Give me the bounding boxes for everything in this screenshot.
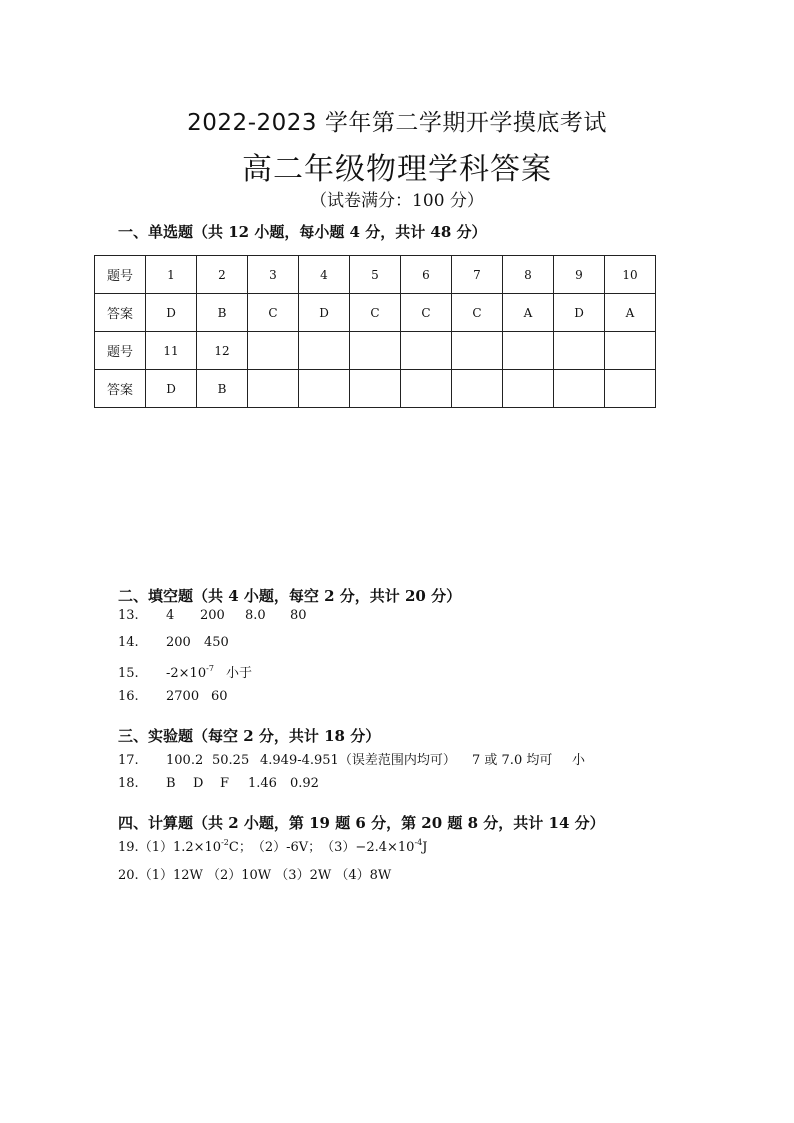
answer-line-q19 [118, 836, 427, 855]
answer-unit: C； [228, 840, 252, 855]
answer-value: 60 [211, 689, 228, 704]
table-row [95, 332, 656, 370]
question-number-cell: 3 [248, 256, 299, 294]
answer-cell: D [146, 294, 197, 332]
answer-value: （1）12W （2）10W （3）2W （4）8W [138, 868, 392, 883]
answer-cell: B [197, 370, 248, 408]
table-row [95, 294, 656, 332]
question-number: 20. [118, 868, 139, 883]
question-number: 16. [118, 689, 139, 704]
answer-value: 2700 [166, 689, 200, 704]
answer-line-q15 [118, 662, 252, 681]
answer-cell: C [401, 294, 452, 332]
question-number-cell: 2 [197, 256, 248, 294]
exam-title: 2022-2023 学年第二学期开学摸底考试 [187, 110, 607, 136]
answer-part-2: （2）-6V； [251, 840, 322, 855]
empty-cell [350, 332, 401, 370]
empty-cell [299, 370, 350, 408]
section2-heading: 二、填空题（共 4 小题，每空 2 分，共计 20 分） [118, 587, 462, 605]
question-number: 13. [118, 608, 139, 623]
score-note: （试卷满分：100 分） [310, 191, 484, 211]
answer-value: 8.0 [245, 608, 266, 623]
answer-cell: A [605, 294, 656, 332]
answer-value: F [220, 776, 230, 791]
empty-cell [401, 332, 452, 370]
empty-cell [350, 370, 401, 408]
answer-value: B [166, 776, 176, 791]
empty-cell [554, 332, 605, 370]
question-number-cell: 4 [299, 256, 350, 294]
answer-line-q20 [118, 864, 391, 883]
answer-line-q16 [118, 689, 228, 704]
answer-part-1: （1）1.2×10 [138, 840, 222, 855]
question-number: 17. [118, 753, 139, 768]
answer-base: -2×10 [166, 666, 207, 681]
question-number-cell: 12 [197, 332, 248, 370]
answer-cell: D [554, 294, 605, 332]
table-row [95, 256, 656, 294]
answer-value: 50.25 [212, 753, 250, 768]
empty-cell [452, 370, 503, 408]
question-number: 19. [118, 840, 139, 855]
question-number-cell: 5 [350, 256, 401, 294]
answer-cell: C [350, 294, 401, 332]
row-label-answer: 答案 [95, 370, 146, 408]
section3-heading: 三、实验题（每空 2 分，共计 18 分） [118, 727, 381, 745]
answer-value: 4.949-4.951（误差范围内均可） [260, 753, 456, 768]
section1-heading: 一、单选题（共 12 小题，每小题 4 分，共计 48 分） [118, 223, 487, 241]
empty-cell [248, 332, 299, 370]
answer-value: 小 [572, 753, 586, 768]
answer-key-title: 高二年级物理学科答案 [242, 152, 552, 187]
question-number-cell: 9 [554, 256, 605, 294]
answer-value: 4 [166, 608, 175, 623]
answer-line-q17 [118, 749, 585, 768]
answer-exponent: -4 [414, 838, 423, 847]
table-row [95, 370, 656, 408]
answer-cell: B [197, 294, 248, 332]
answer-cell: C [452, 294, 503, 332]
empty-cell [248, 370, 299, 408]
answer-cell: D [299, 294, 350, 332]
question-number-cell: 8 [503, 256, 554, 294]
empty-cell [299, 332, 350, 370]
answer-exponent: -7 [206, 664, 214, 673]
answer-value [166, 666, 226, 681]
answer-value: 450 [204, 635, 229, 650]
empty-cell [605, 370, 656, 408]
answer-value: 200 [166, 635, 191, 650]
answer-cell: A [503, 294, 554, 332]
answer-line-q14 [118, 635, 229, 650]
question-number: 18. [118, 776, 139, 791]
empty-cell [503, 332, 554, 370]
question-number-cell: 7 [452, 256, 503, 294]
question-number-cell: 10 [605, 256, 656, 294]
question-number-cell: 11 [146, 332, 197, 370]
answer-value: 1.46 [248, 776, 277, 791]
answer-cell: D [146, 370, 197, 408]
answer-part-3: （3）−2.4×10 [321, 840, 415, 855]
answer-value: 100.2 [166, 753, 204, 768]
answer-value: 小于 [226, 666, 253, 681]
answer-line-q18 [118, 776, 319, 791]
answer-value: 0.92 [290, 776, 319, 791]
answer-value: 80 [290, 608, 307, 623]
answer-value: 200 [200, 608, 225, 623]
empty-cell [401, 370, 452, 408]
row-label-question: 题号 [95, 256, 146, 294]
section4-heading: 四、计算题（共 2 小题，第 19 题 6 分，第 20 题 8 分，共计 14 分） [118, 814, 605, 832]
answer-line-q13 [118, 608, 307, 623]
empty-cell [554, 370, 605, 408]
row-label-question: 题号 [95, 332, 146, 370]
answer-unit: J [422, 840, 428, 855]
answer-exponent: -2 [221, 838, 229, 847]
answer-value: 7 或 7.0 均可 [472, 753, 553, 768]
question-number-cell: 1 [146, 256, 197, 294]
empty-cell [605, 332, 656, 370]
single-choice-answer-table [94, 255, 656, 408]
row-label-answer: 答案 [95, 294, 146, 332]
empty-cell [452, 332, 503, 370]
answer-value: D [193, 776, 204, 791]
question-number: 15. [118, 666, 139, 681]
question-number: 14. [118, 635, 139, 650]
empty-cell [503, 370, 554, 408]
answer-cell: C [248, 294, 299, 332]
question-number-cell: 6 [401, 256, 452, 294]
